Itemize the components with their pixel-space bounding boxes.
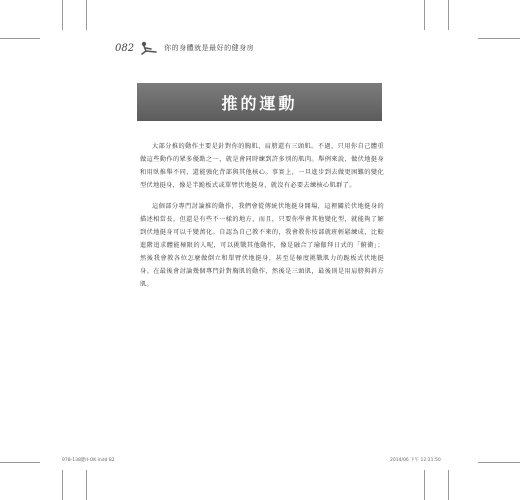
body-text	[140, 140, 384, 299]
footer-file-slug: 978-138健II-OK.indd 82	[62, 458, 115, 463]
page-number: 082	[115, 42, 135, 54]
crop-mark	[62, 470, 63, 500]
crop-mark	[424, 470, 425, 500]
section-title: 推的運動	[221, 93, 298, 113]
crop-mark	[448, 0, 449, 30]
crop-mark	[424, 0, 425, 30]
crop-mark	[0, 462, 40, 463]
crop-mark	[86, 0, 87, 30]
crop-mark	[448, 470, 449, 500]
crop-mark	[86, 470, 87, 500]
paragraph: 大部分推的動作主要是針對你的胸肌、肩膀還有三頭肌。不過，只用你自己體重做這些動作的眾多優點之一，就是會同時練到許多別的肌肉。舉例來說，做伏地挺身和用臥推舉不同，還能強化背部與其他核心。事實上，一旦進步到去做更困難的變化型伏地挺身，像是半跪板式或單臂伏地挺身，就沒有必要去練核心肌群了。	[140, 143, 384, 189]
section-banner	[137, 83, 382, 121]
paragraph: 這個部分專門討論推的動作，我們會從傳統伏地挺身開場，這裡關於伏地挺身的描述相當長，但還是有些不一樣的地方，而且，只要你學會其他變化型，就能夠了解到伏地挺身可以千變萬化。自認為自己教不來的，我會教你按部就班輕鬆練成，比較進階追求體能極限的人呢，可以挑戰其他動作，像是融合了瑜伽拜日式的「俯衝」；然後我會教各位怎麼做倒立和單臂伏地挺身，甚至是極度挑戰肌力的跪板式伏地挺身。在最後會討論幾個專門針對胸肌的動作，然後是三頭肌，最後則是用肩膀與斜方肌。	[140, 203, 384, 288]
crop-mark	[0, 38, 40, 39]
running-head	[115, 40, 254, 56]
pushup-figure-icon	[140, 40, 158, 56]
book-title: 你的身體就是最好的健身房	[164, 44, 255, 52]
footer-timestamp: 2014/06 下午 12:21:50	[390, 458, 441, 463]
crop-mark	[478, 38, 520, 39]
crop-mark	[62, 0, 63, 30]
crop-mark	[478, 462, 520, 463]
